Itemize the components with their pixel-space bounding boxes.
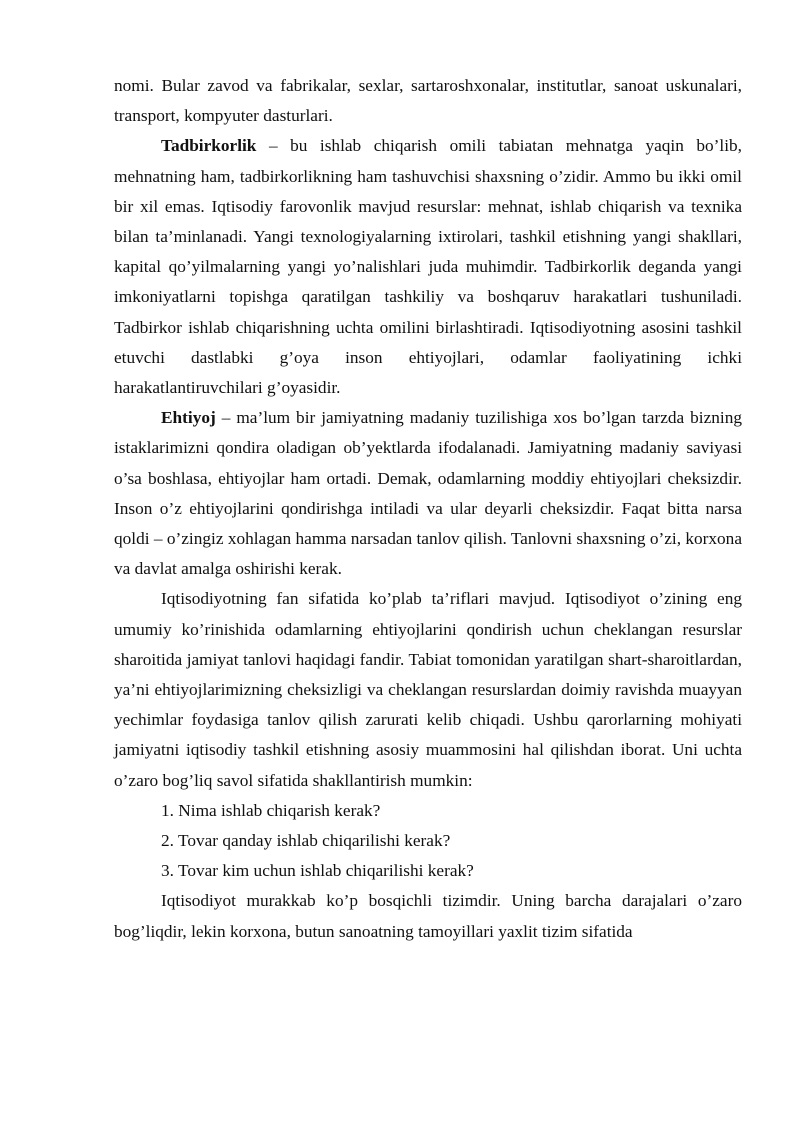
paragraph-text: Iqtisodiyot murakkab ko’p bosqichli tizimdir. Uning barcha darajalari o’zaro bog’liqdir, lekin korxona, butun sanoatning tamoyillari yaxlit tizim sifatida <box>114 891 742 941</box>
paragraph-text: Iqtisodiyotning fan sifatida ko’plab ta’riflari mavjud. Iqtisodiyot o’zining eng umumiy ko’rinishida odamlarning ehtiyojlarini qondirish uchun cheklangan resurslar sharoitida jamiyat tanlovi haqidagi fandir. Tabiat tomonidan yaratilgan shart-sharoitlardan, ya’ni ehtiyojlarimizning cheksizligi va cheklangan resurslardan doimiy ravishda muayyan yechimlar foydasiga tanlov qilish zarurati kelib chiqadi. Ushbu qarorlarning mohiyati jamiyatni iqtisodiy tashkil etishning asosiy muammosini hal qilishdan iborat. Uni uchta o’zaro bog’liq savol sifatida shakllantirish mumkin: <box>114 589 742 790</box>
paragraph-iqtisodiyot <box>114 584 742 795</box>
paragraph-text: nomi. Bular zavod va fabrikalar, sexlar, sartaroshxonalar, institutlar, sanoat uskunalari, transport, kompyuter dasturlari. <box>114 76 742 126</box>
list-item: 1. Nima ishlab chiqarish kerak? <box>161 800 381 820</box>
paragraph-text: – ma’lum bir jamiyatning madaniy tuzilishiga xos bo’lgan tarzda bizning istaklarimizni qondira oladigan ob’yektlarda ifodalanadi. Jamiyatning madaniy saviyasi o’sa boshlasa, ehtiyojlar ham ortadi. Demak, odamlarning moddiy ehtiyojlari cheksizdir. Inson o’z ehtiyojlarini qondirishga intiladi va ular deyarli cheksizdir. Faqat bitta narsa qoldi – o’zingiz xohlagan hamma narsadan tanlov qilish. Tanlovni shaxsning o’zi, korxona va davlat amalga oshirishi kerak. <box>114 408 742 579</box>
paragraph-tadbirkorlik <box>114 131 742 403</box>
paragraph-text: – bu ishlab chiqarish omili tabiatan mehnatga yaqin bo’lib, mehnatning ham, tadbirkorlikning ham tashuvchisi shaxsning o’zidir. Ammo bu ikki omil bir xil emas. Iqtisodiy farovonlik mavjud resurslar: mehnat, ishlab chiqarish va texnika bilan ta’minlanadi. Yangi texnologiyalarning ixtirolari, tashkil etishning yangi shakllari, kapital qo’yilmalarning yangi yo’nalishlari juda muhimdir. Tadbirkorlik deganda yangi imkoniyatlarni topishga qaratilgan tashkiliy va boshqaruv harakatlari tushuniladi. Tadbirkor ishlab chiqarishning uchta omilini birlashtiradi. Iqtisodiyotning asosini tashkil etuvchi dastlabki g’oya inson ehtiyojlari, odamlar faoliyatining ichki harakatlantiruvchilari g’oyasidir. <box>114 136 742 398</box>
term-ehtiyoj: Ehtiyoj <box>161 408 216 428</box>
document-page <box>114 71 742 947</box>
paragraph-continuation <box>114 71 742 131</box>
paragraph-closing <box>114 886 742 946</box>
list-item: 2. Tovar qanday ishlab chiqarilishi kerak? <box>161 831 451 851</box>
term-tadbirkorlik: Tadbirkorlik <box>161 136 257 156</box>
paragraph-ehtiyoj <box>114 403 742 584</box>
list-item: 3. Tovar kim uchun ishlab chiqarilishi kerak? <box>161 861 474 881</box>
